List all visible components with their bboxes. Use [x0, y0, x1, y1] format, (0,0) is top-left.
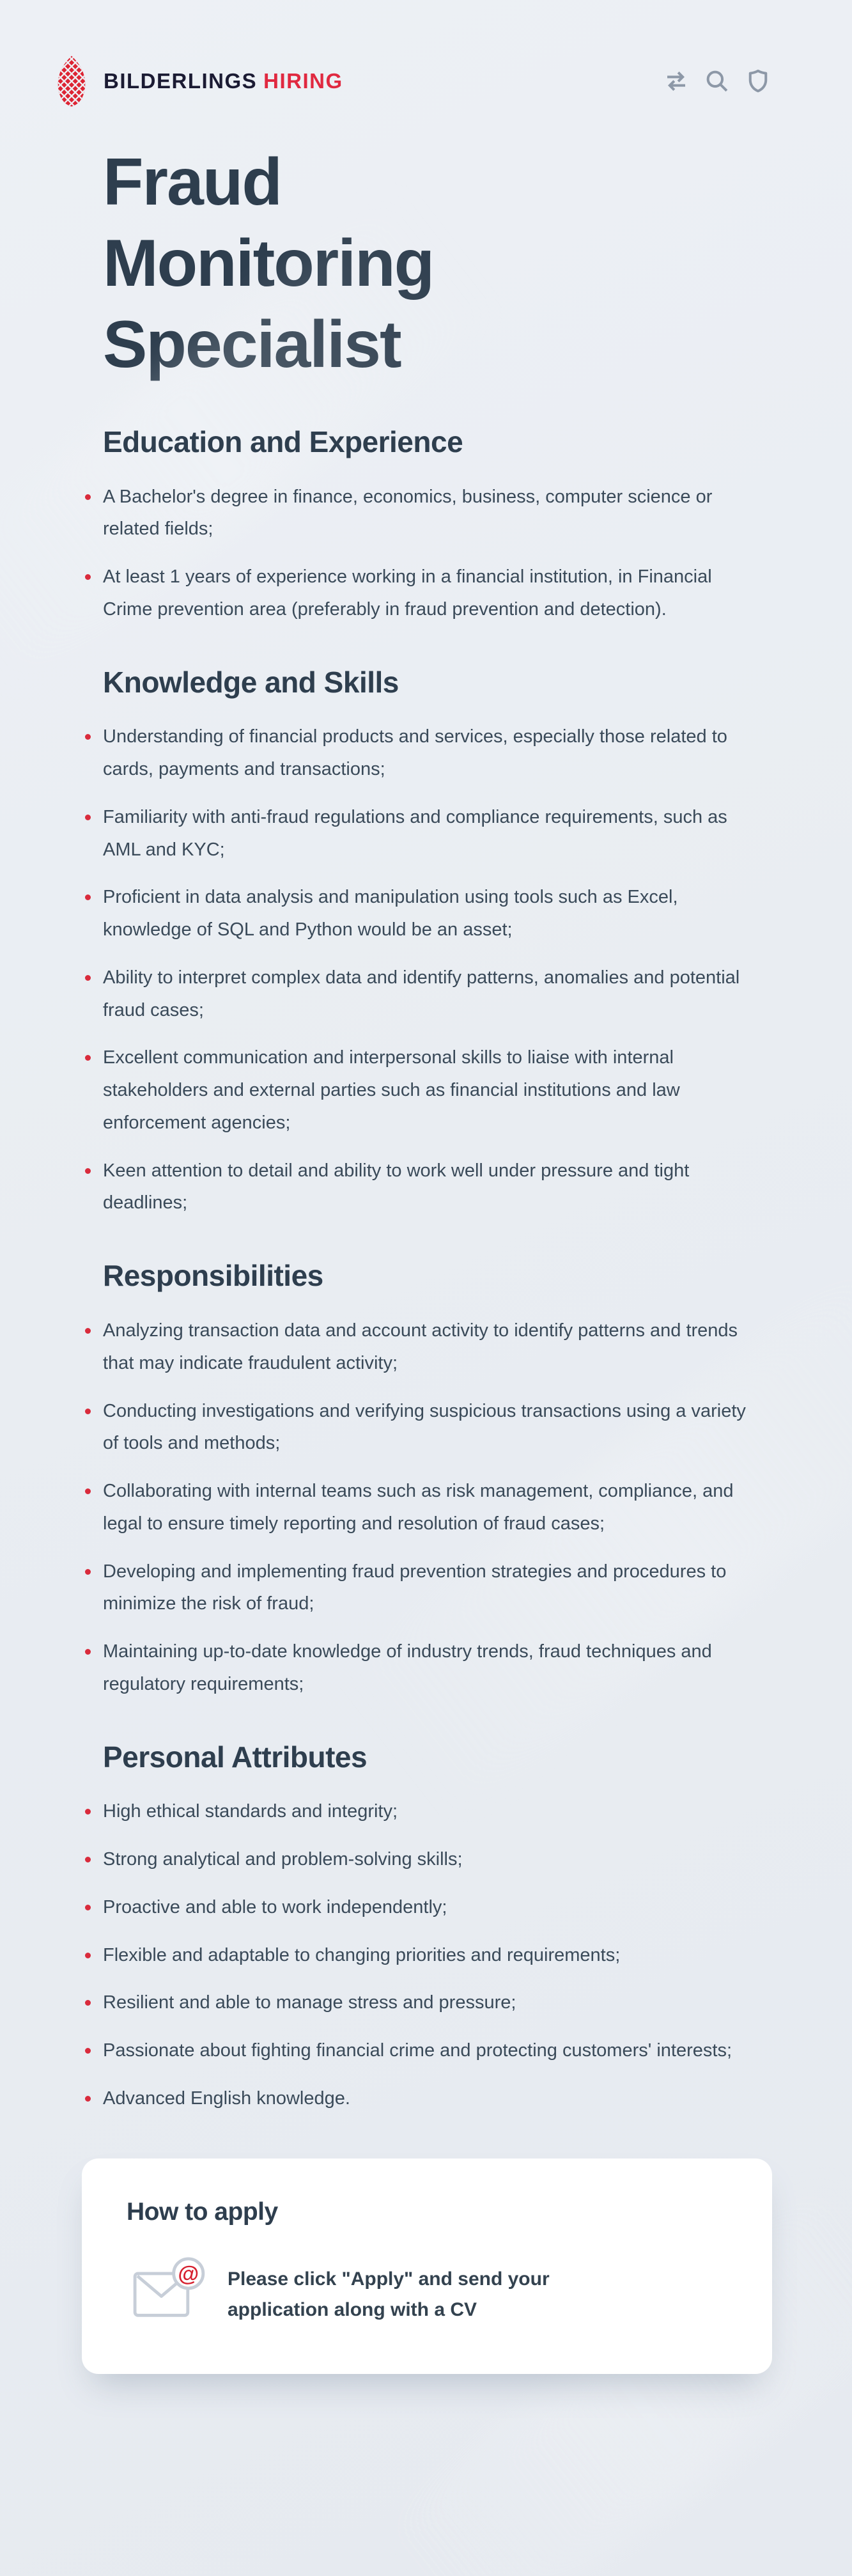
how-to-apply-card [82, 2158, 772, 2374]
list-item [103, 2082, 750, 2115]
list-item [103, 2034, 750, 2067]
list-item [103, 1556, 750, 1621]
list-item-text: Maintaining up-to-date knowledge of industry trends, fraud techniques and regulatory requirements; [103, 1641, 712, 1694]
bullet-dot [85, 894, 91, 900]
shield-icon[interactable] [745, 68, 771, 95]
list-item-text: High ethical standards and integrity; [103, 1801, 398, 1822]
list-item [103, 1891, 750, 1924]
svg-text:@: @ [178, 2261, 199, 2286]
list-item-text: Proactive and able to work independently; [103, 1896, 447, 1917]
list-item-text: Resilient and able to manage stress and pressure; [103, 1992, 516, 2013]
list-item-text: Understanding of financial products and services, especially those related to cards, payments and transactions; [103, 726, 727, 780]
list-item-text: Strong analytical and problem-solving skills; [103, 1849, 463, 1870]
page-title-line: Fraud [103, 145, 281, 219]
section-heading: Responsibilities [103, 1259, 323, 1293]
list-item [103, 1843, 750, 1876]
job-description [0, 425, 852, 2115]
list-item-text: Keen attention to detail and ability to work well under pressure and tight deadlines; [103, 1160, 690, 1214]
list-item-text: Proficient in data analysis and manipulation using tools such as Excel, knowledge of SQL and Python would be an asset; [103, 887, 678, 941]
bullet-dot [85, 1488, 91, 1494]
email-envelope-at-icon [132, 2256, 206, 2320]
apply-row [127, 2256, 727, 2325]
section-heading: Knowledge and Skills [103, 665, 399, 699]
bullet-dot [85, 1809, 91, 1815]
bullet-list [103, 1795, 769, 2114]
list-item-text: Familiarity with anti-fraud regulations and compliance requirements, such as AML and KYC; [103, 806, 727, 860]
bullet-dot [85, 815, 91, 820]
list-item [103, 1475, 750, 1540]
bullet-list [103, 1315, 769, 1701]
list-item [103, 1042, 750, 1139]
list-item-text: Developing and implementing fraud prevention strategies and procedures to minimize the risk of fraud; [103, 1561, 727, 1614]
list-item [103, 481, 750, 546]
brand-wordmark [104, 69, 343, 93]
list-item-text: Flexible and adaptable to changing priorities and requirements; [103, 1944, 621, 1965]
list-item-text: Advanced English knowledge. [103, 2088, 350, 2109]
page-title [103, 142, 852, 386]
bullet-dot [85, 1905, 91, 1910]
list-item-text: At least 1 years of experience working in a financial institution, in Financial Crime prevention area (preferably in fraud prevention and detection). [103, 566, 712, 620]
page-header [0, 0, 852, 107]
brand-logo[interactable] [53, 55, 343, 107]
bullet-dot [85, 1953, 91, 1958]
bullet-list [103, 481, 769, 626]
bullet-dot [85, 1649, 91, 1655]
bullet-dot [85, 2048, 91, 2054]
bullet-dot [85, 1328, 91, 1334]
bullet-dot [85, 1168, 91, 1174]
list-item [103, 881, 750, 946]
apply-card-heading: How to apply [127, 2197, 278, 2226]
list-item-text: A Bachelor's degree in finance, economics, business, computer science or related fields; [103, 486, 713, 540]
apply-instructions: Please click "Apply" and send your application along with a CV [228, 2268, 550, 2320]
list-item-text: Conducting investigations and verifying suspicious transactions using a variety of tools and methods; [103, 1400, 746, 1454]
page-title-line: Specialist [103, 307, 401, 382]
list-item-text: Excellent communication and interpersonal skills to liaise with internal stakeholders and external parties such as financial institutions and law enforcement agencies; [103, 1047, 680, 1133]
bullet-dot [85, 734, 91, 740]
search-icon[interactable] [704, 68, 731, 95]
list-item [103, 561, 750, 626]
bullet-dot [85, 494, 91, 500]
list-item [103, 962, 750, 1027]
bullet-dot [85, 1857, 91, 1862]
bullet-dot [85, 2000, 91, 2006]
list-item [103, 1795, 750, 1828]
header-icon-nav [663, 68, 771, 95]
section-heading: Education and Experience [103, 425, 463, 458]
list-item-text: Analyzing transaction data and account activity to identify patterns and trends that may indicate fraudulent activity; [103, 1320, 738, 1373]
list-item-text: Ability to interpret complex data and identify patterns, anomalies and potential fraud cases; [103, 967, 740, 1020]
list-item-text: Passionate about fighting financial crime and protecting customers' interests; [103, 2040, 732, 2061]
list-item [103, 801, 750, 866]
pinecone-logo-icon [53, 55, 90, 107]
bullet-dot [85, 1569, 91, 1575]
section-heading: Personal Attributes [103, 1740, 368, 1774]
bullet-dot [85, 1055, 91, 1061]
list-item [103, 721, 750, 786]
list-item [103, 1155, 750, 1220]
list-item [103, 1987, 750, 2019]
list-item [103, 1315, 750, 1380]
bullet-dot [85, 975, 91, 981]
bullet-dot [85, 574, 91, 580]
bullet-dot [85, 1409, 91, 1414]
page-title-line: Monitoring [103, 226, 434, 301]
brand-name: BILDERLINGS [104, 69, 258, 93]
apply-section-wrap [0, 2158, 852, 2374]
list-item [103, 1939, 750, 1972]
bullet-list [103, 721, 769, 1219]
transfer-icon[interactable] [663, 68, 690, 95]
list-item [103, 1635, 750, 1701]
brand-suffix: HIRING [263, 69, 343, 93]
list-item [103, 1395, 750, 1460]
list-item-text: Collaborating with internal teams such as risk management, compliance, and legal to ensure timely reporting and resolution of fraud cases; [103, 1481, 734, 1534]
bullet-dot [85, 2096, 91, 2102]
